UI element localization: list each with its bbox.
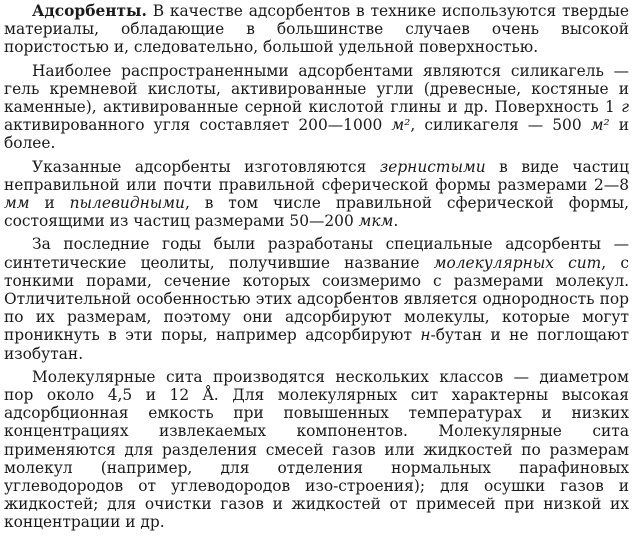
unit-micrometer: мкм	[358, 212, 394, 231]
paragraph-adsorbent-forms	[4, 158, 629, 231]
paragraph-molecular-sieves	[4, 368, 629, 532]
term-molecular-sieves: молекулярных сит	[433, 253, 602, 272]
text-run: Указанные адсорбенты изготовляются	[32, 157, 380, 176]
term-powdered: пылевидными	[69, 194, 185, 213]
text-run: в виде частиц неправильной или почти правильной сферической формы размерами 2—8	[4, 157, 629, 194]
text-run: и более.	[4, 116, 630, 153]
text-run: , с тонкими порами, сечение которых соизмеримо с размерами молекул. Отличительной особенностью этих адсорбентов является однородность пор по их размерам, поэтому они адсорбируют молекулы, которые могут проникнуть в эти поры, например адсорбируют	[4, 253, 630, 345]
text-run: и	[29, 194, 70, 213]
unit-square-meter: м²	[391, 116, 411, 135]
text-run: , силикагеля — 500	[410, 116, 591, 135]
unit-square-meter: м²	[590, 116, 610, 135]
text-run: -бутан и не поглощают изобутан.	[4, 326, 629, 363]
text-run: За последние годы были разработаны специальные адсорбенты — синтетические цеолиты, получившие название	[4, 235, 629, 272]
unit-gram: г	[621, 98, 629, 117]
text-run: активированного угля составляет 200—1000	[4, 116, 392, 135]
text-run: Молекулярные сита производятся нескольких классов — диаметром пор около 4,5 и 12 Å. Для молекулярных сит характерны высокая адсорбционная емкость при повышенных температурах и низких концентрациях извлекаемых компонентов. Молекулярные сита применяются для разделения смесей газов или жидкостей по размерам молекул (например, для отделения нормальных парафиновых углеводородов от углеводородов изо-строения); для осушки газов и жидкостей; для очистки газов и жидкостей от примесей при низкой их концентрации и др.	[4, 367, 629, 532]
paragraph-zeolites	[4, 235, 629, 362]
unit-millimeter: мм	[4, 194, 30, 213]
text-run: Наиболее распространенными адсорбентами являются силикагель — гель кремневой кислоты, активированные угли (древесные, костяные и каменные), активированные серной кислотой глины и др. Поверхность 1	[4, 61, 629, 117]
text-run: В качестве адсорбентов в технике используются твердые материалы, обладающие в большинстве случаев очень высокой пористостью и, следовательно, большой удельной поверхностью.	[4, 2, 629, 57]
paragraph-common-adsorbents	[4, 62, 629, 153]
section-heading-adsorbents: Адсорбенты.	[32, 2, 147, 20]
document-page	[4, 2, 629, 532]
paragraph-adsorbents-intro	[4, 2, 629, 57]
term-normal-prefix: н	[420, 326, 431, 345]
text-run: , в том числе правильной сферической формы, состоящими из частиц размерами 50—200	[4, 194, 629, 231]
term-granular: зернистыми	[379, 157, 486, 176]
text-run: .	[393, 212, 399, 231]
